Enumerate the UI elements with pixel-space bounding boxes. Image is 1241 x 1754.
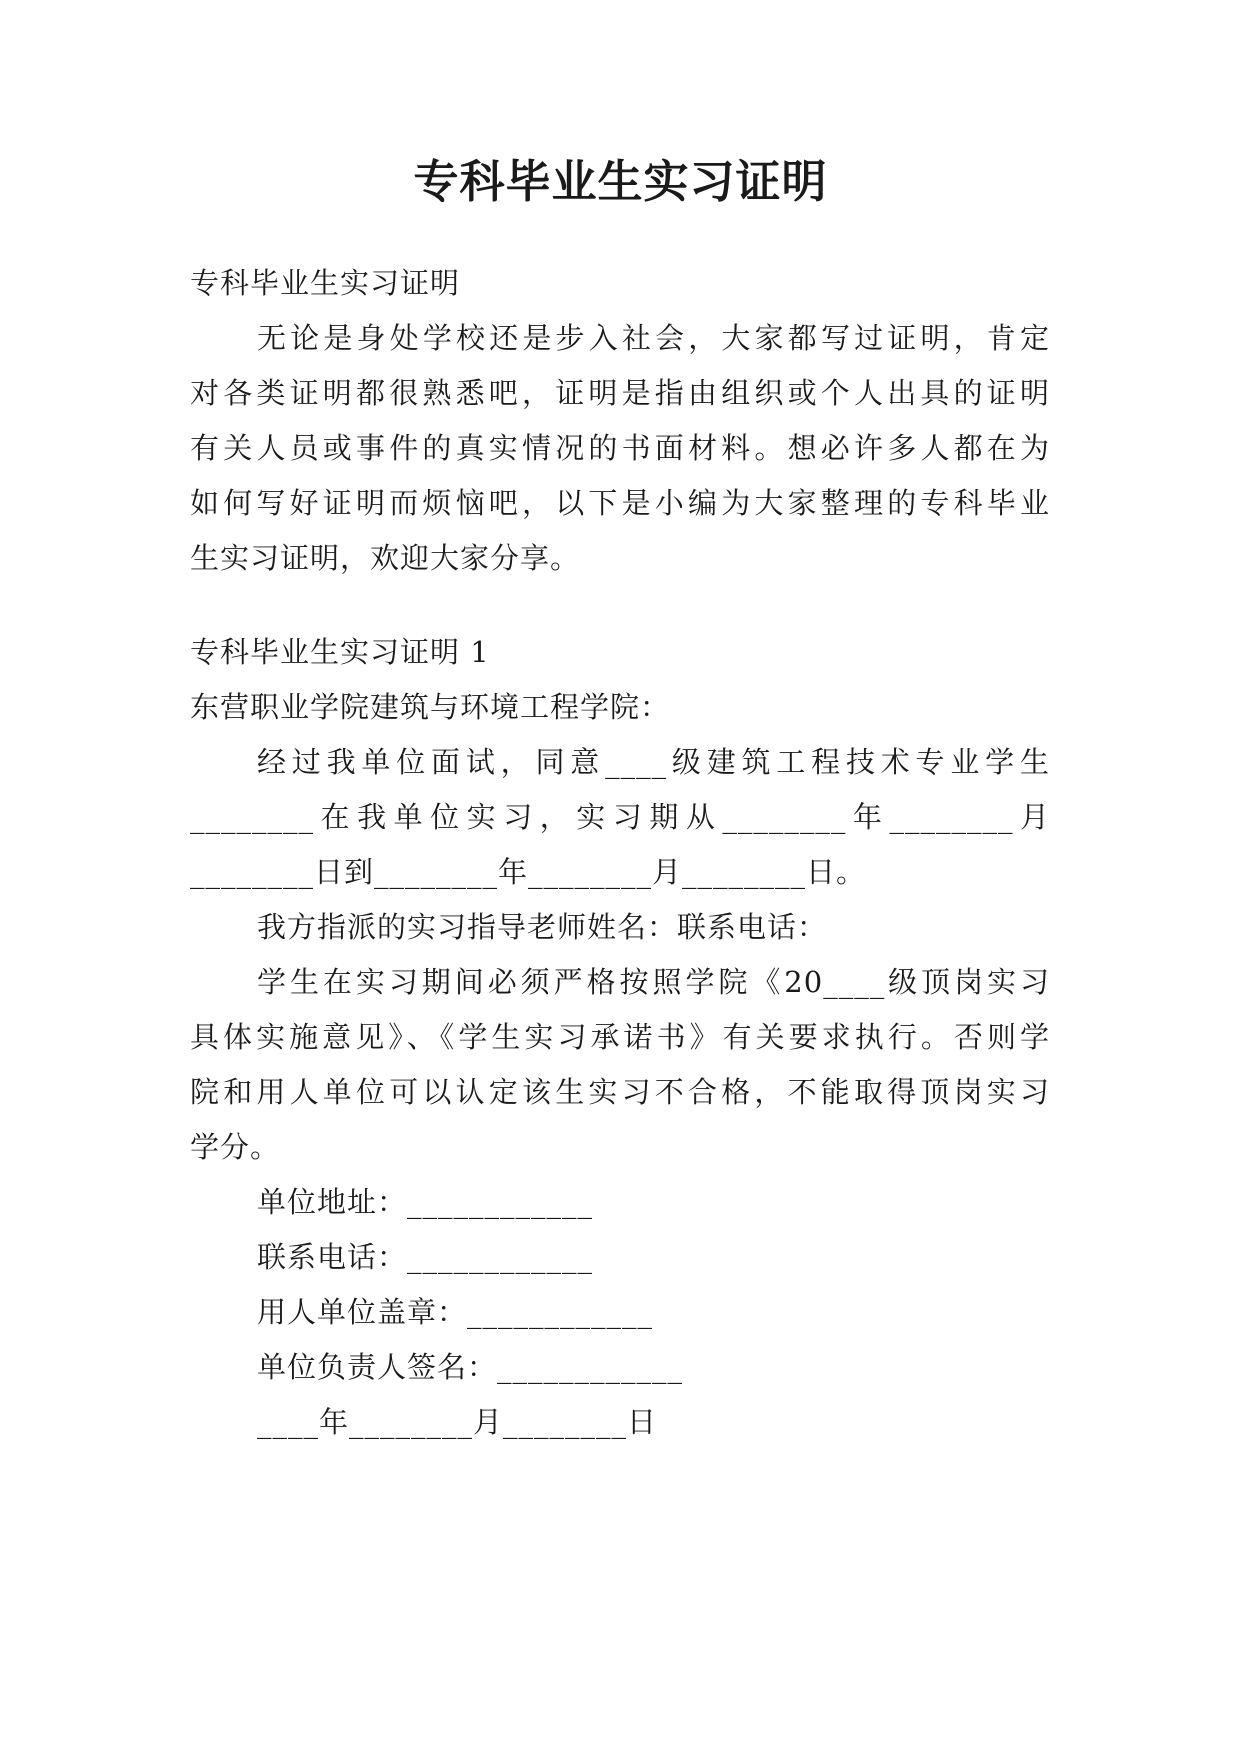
- body-line: ________在我单位实习，实习期从________年________月: [190, 800, 1050, 834]
- signature-field: 单位负责人签名：____________: [257, 1350, 684, 1384]
- body-line: 院和用人单位可以认定该生实习不合格，不能取得顶岗实习: [190, 1075, 1050, 1109]
- body-line: 具体实施意见》、《学生实习承诺书》有关要求执行。否则学: [190, 1020, 1050, 1054]
- subtitle: 专科毕业生实习证明: [190, 266, 461, 300]
- phone-field: 联系电话：____________: [257, 1240, 594, 1274]
- address-field: 单位地址：____________: [257, 1185, 594, 1219]
- intro-line: 生实习证明，欢迎大家分享。: [190, 541, 581, 575]
- body-line: 学分。: [190, 1130, 281, 1164]
- date-field: ____年________月________日: [257, 1405, 658, 1439]
- intro-line: 有关人员或事件的真实情况的书面材料。想必许多人都在为: [190, 431, 1050, 465]
- body-line: 经过我单位面试，同意____级建筑工程技术专业学生: [257, 745, 1050, 779]
- section-heading: 专科毕业生实习证明 1: [190, 635, 490, 669]
- body-line: 我方指派的实习指导老师姓名：联系电话：: [257, 910, 828, 944]
- intro-line: 对各类证明都很熟悉吧，证明是指由组织或个人出具的证明: [190, 376, 1050, 410]
- body-line: 学生在实习期间必须严格按照学院《20____级顶岗实习: [257, 965, 1050, 999]
- document-title: 专科毕业生实习证明: [413, 155, 828, 208]
- intro-line: 无论是身处学校还是步入社会，大家都写过证明，肯定: [257, 321, 1050, 355]
- body-line: ________日到________年________月________日。: [190, 855, 867, 889]
- intro-line: 如何写好证明而烦恼吧，以下是小编为大家整理的专科毕业: [190, 486, 1050, 520]
- addressee: 东营职业学院建筑与环境工程学院：: [190, 690, 671, 724]
- seal-field: 用人单位盖章：____________: [257, 1295, 654, 1329]
